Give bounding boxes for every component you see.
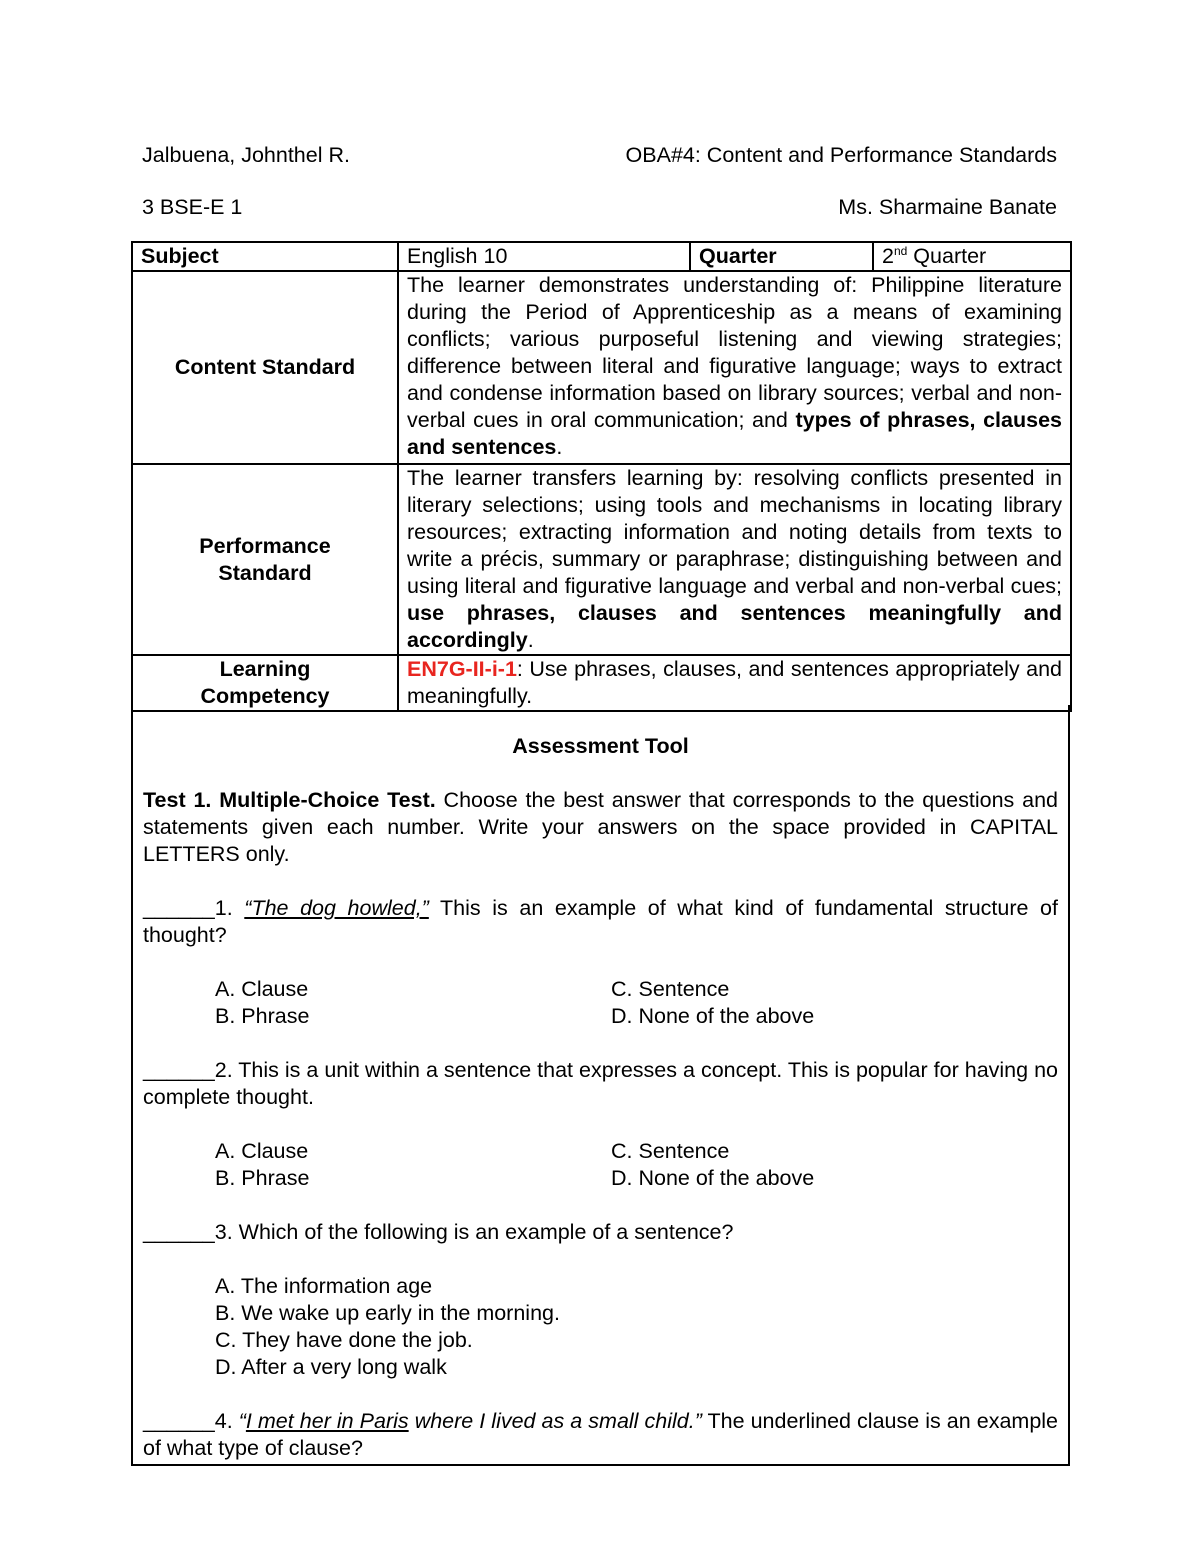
question-2 xyxy=(143,1057,1058,1111)
question-4-open-quote: “ xyxy=(238,1409,246,1433)
quarter-suffix: nd xyxy=(893,243,908,258)
competency-code: EN7G-II-i-1 xyxy=(407,657,517,681)
test-instructions-text: Choose the best answer that corresponds to the questions and statements given each number. Write your answers on the space provided in CAPITAL LETTERS only. xyxy=(143,788,1058,866)
question-2-option-b: B. Phrase xyxy=(215,1166,310,1190)
competency-label-line2: Competency xyxy=(200,684,330,708)
question-4-blank: ______4. xyxy=(143,1409,239,1433)
quarter-label: Quarter xyxy=(690,242,873,271)
question-1-option-a: A. Clause xyxy=(215,977,309,1001)
question-1-option-b: B. Phrase xyxy=(215,1004,310,1028)
student-section: 3 BSE-E 1 xyxy=(142,195,243,219)
question-1 xyxy=(143,895,1058,949)
question-3-option-c: C. They have done the job. xyxy=(215,1328,473,1352)
question-1-options-row2 xyxy=(143,1003,1058,1030)
question-2-option-a: A. Clause xyxy=(215,1139,309,1163)
content-standard-text xyxy=(398,271,1071,464)
content-standard-end: . xyxy=(556,435,563,459)
performance-standard-end: . xyxy=(527,628,534,652)
question-3-blank: ______3. xyxy=(143,1220,239,1244)
question-4 xyxy=(143,1408,1058,1462)
learning-competency-label xyxy=(132,655,398,711)
question-3-option-a: A. The information age xyxy=(215,1274,433,1298)
test-instructions xyxy=(143,787,1058,868)
question-4-quote-rest: where I lived as a small child.” xyxy=(408,1409,702,1433)
learning-competency-row xyxy=(132,655,1071,711)
performance-label-line2: Standard xyxy=(218,560,312,585)
question-2-options-row1 xyxy=(143,1138,1058,1165)
test-label: Test 1. Multiple-Choice Test. xyxy=(143,788,436,812)
performance-label-line1: Performance xyxy=(199,533,331,558)
question-2-options-row2 xyxy=(143,1165,1058,1192)
subject-value: English 10 xyxy=(398,242,690,271)
question-3-option-d: D. After a very long walk xyxy=(215,1355,447,1379)
question-2-option-d: D. None of the above xyxy=(611,1166,815,1190)
standards-table xyxy=(131,241,1072,712)
question-1-blank: ______1. xyxy=(143,896,245,920)
question-1-text: This is an example of what kind of fundamental structure of thought? xyxy=(143,896,1058,947)
performance-standard-row xyxy=(132,464,1071,655)
subject-row xyxy=(132,242,1071,271)
quarter-word: Quarter xyxy=(907,244,987,268)
assessment-title: Assessment Tool xyxy=(512,734,689,758)
quarter-number: 2 xyxy=(882,244,894,268)
question-2-option-c: C. Sentence xyxy=(611,1139,730,1163)
content-standard-body: The learner demonstrates understanding of: Philippine literature during the Period of Apprenticeship as a means of examining conflicts; various purposeful listening and viewing strategies; difference between literal and figurative language; ways to extract and condense information based on library sources; verbal and non-verbal cues in oral communication; and xyxy=(407,273,1062,432)
performance-standard-label xyxy=(132,464,398,655)
question-3-option-b: B. We wake up early in the morning. xyxy=(215,1301,560,1325)
question-2-blank: ______2. xyxy=(143,1058,239,1082)
quarter-value xyxy=(873,242,1071,271)
content-standard-label: Content Standard xyxy=(132,271,398,464)
content-standard-emphasis: types of phrases, clauses and sentences xyxy=(407,408,1062,459)
question-3 xyxy=(143,1219,1058,1246)
performance-standard-text xyxy=(398,464,1071,655)
question-2-text: This is a unit within a sentence that expresses a concept. This is popular for having no complete thought. xyxy=(143,1058,1058,1109)
question-4-text: The underlined clause is an example of what type of clause? xyxy=(143,1409,1059,1460)
question-1-options-row1 xyxy=(143,976,1058,1003)
question-3-text: Which of the following is an example of a sentence? xyxy=(238,1220,734,1244)
question-4-underlined-clause: I met her in Paris xyxy=(245,1409,409,1433)
subject-label: Subject xyxy=(132,242,398,271)
assignment-title: OBA#4: Content and Performance Standards xyxy=(625,143,1057,167)
question-1-option-d: D. None of the above xyxy=(611,1004,815,1028)
instructor-name: Ms. Sharmaine Banate xyxy=(838,195,1057,219)
student-name: Jalbuena, Johnthel R. xyxy=(142,143,350,167)
competency-body: : Use phrases, clauses, and sentences appropriately and meaningfully. xyxy=(407,657,1062,708)
content-standard-row xyxy=(132,271,1071,464)
performance-standard-body: The learner transfers learning by: resolving conflicts presented in literary selections; using tools and mechanisms in locating library resources; extracting information and noting details from texts to write a précis, summary or paraphrase; distinguishing between and using literal and figurative language and verbal and non-verbal cues; xyxy=(407,466,1062,598)
performance-standard-emphasis: use phrases, clauses and sentences meaningfully and accordingly xyxy=(407,601,1062,652)
assessment-box xyxy=(131,705,1070,1466)
competency-label-line1: Learning xyxy=(219,657,311,681)
question-1-quote: “The dog howled,” xyxy=(244,896,429,920)
question-1-option-c: C. Sentence xyxy=(611,977,730,1001)
learning-competency-text xyxy=(398,655,1071,711)
